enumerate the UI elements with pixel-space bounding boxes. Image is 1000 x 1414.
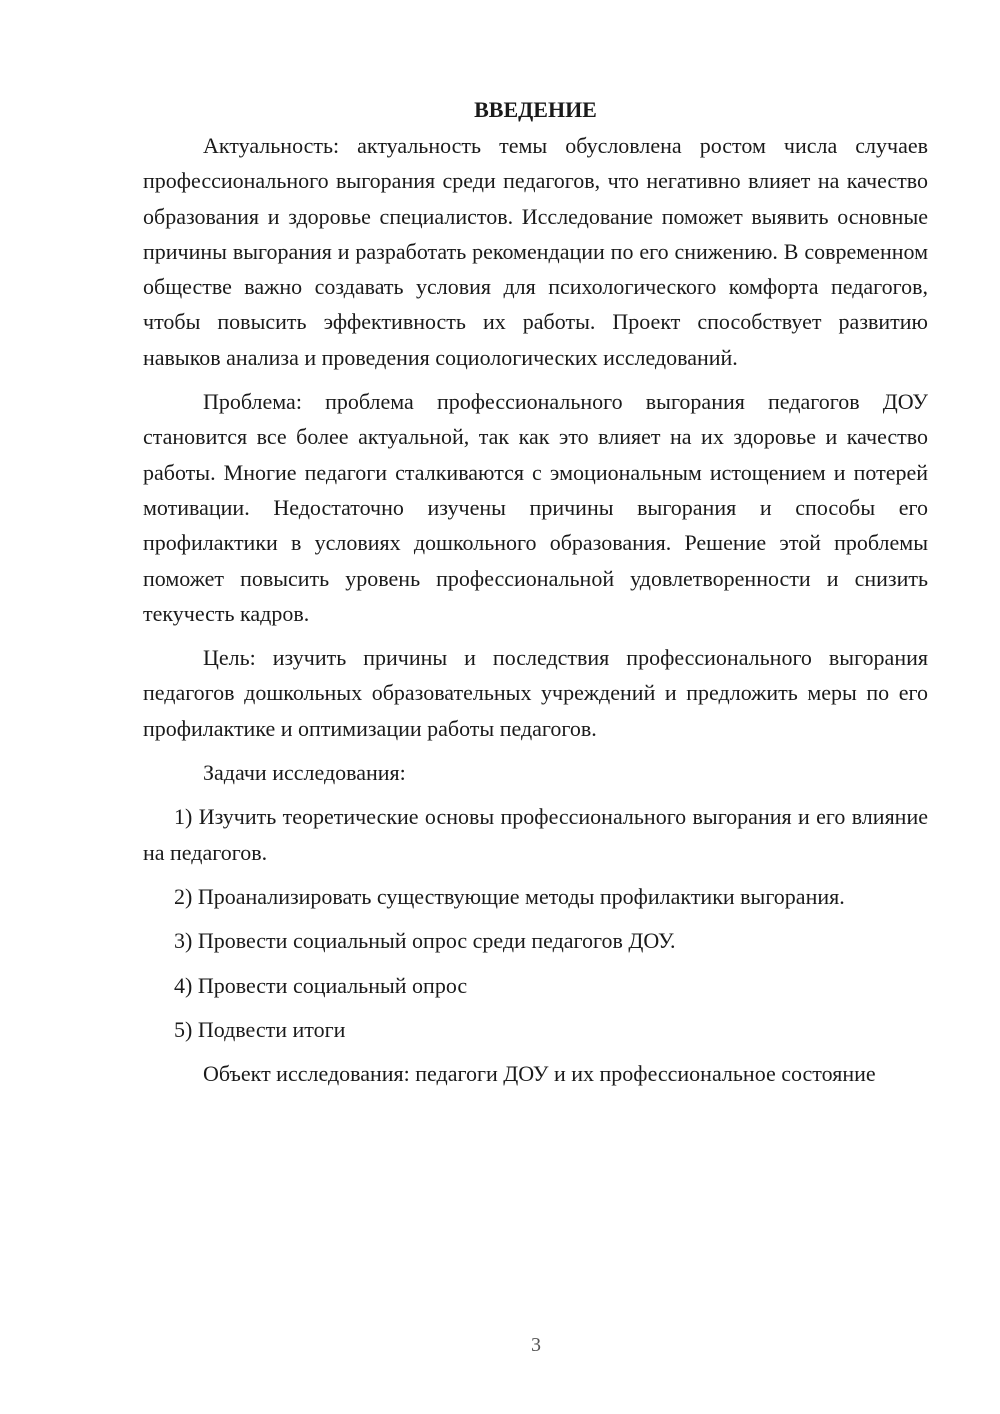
object-paragraph: Объект исследования: педагоги ДОУ и их профессиональное состояние	[203, 1061, 876, 1087]
task-item-2: 2) Проанализировать существующие методы профилактики выгорания.	[174, 883, 845, 909]
task-item-1: 1) Изучить теоретические основы профессионального выгорания и его влияние на педагогов.	[143, 804, 928, 865]
tasks-title: Задачи исследования:	[203, 760, 406, 786]
problem-paragraph: Проблема: проблема профессионального выгорания педагогов ДОУ становится все более актуальной, так как это влияет на их здоровье и качество работы. Многие педагоги сталкиваются с эмоциональным истощением и потерей мотивации. Недостаточно изучены причины выгорания и способы его профилактики в условиях дошкольного образования. Решение этой проблемы поможет повысить уровень профессиональной удовлетворенности и снизить текучесть кадров.	[143, 389, 928, 626]
task-item-5: 5) Подвести итоги	[174, 1016, 346, 1042]
task-item-4: 4) Провести социальный опрос	[174, 972, 468, 998]
page-number: 3	[531, 1334, 541, 1356]
relevance-paragraph: Актуальность: актуальность темы обусловлена ростом числа случаев профессионального выгорания среди педагогов, что негативно влияет на качество образования и здоровье специалистов. Исследование поможет выявить основные причины выгорания и разработать рекомендации по его снижению. В современном обществе важно создавать условия для психологического комфорта педагогов, чтобы повысить эффективность их работы. Проект способствует развитию навыков анализа и проведения социологических исследований.	[143, 133, 928, 370]
document-page	[143, 92, 928, 1091]
section-heading: ВВЕДЕНИЕ	[474, 97, 597, 122]
task-item-3: 3) Провести социальный опрос среди педагогов ДОУ.	[174, 928, 676, 954]
goal-paragraph: Цель: изучить причины и последствия профессионального выгорания педагогов дошкольных образовательных учреждений и предложить меры по его профилактике и оптимизации работы педагогов.	[143, 645, 928, 741]
